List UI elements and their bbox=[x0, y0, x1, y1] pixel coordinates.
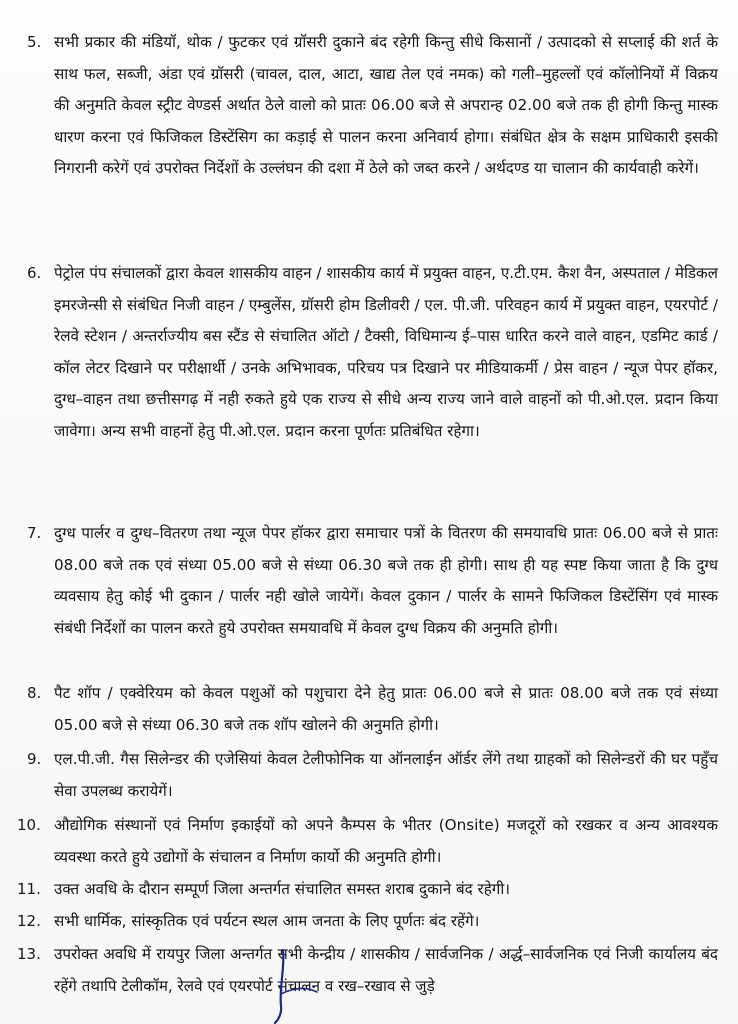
clause-text: उक्त अवधि के दौरान सम्पूर्ण जिला अन्तर्गत संचालित समस्त शराब दुकाने बंद रहेगी। bbox=[54, 880, 511, 898]
clause-text: उपरोक्त अवधि में रायपुर जिला अन्तर्गत सभी केन्द्रीय / शासकीय / सार्वजनिक / अर्द्ध–सार्वजनिक एवं निजी कार्यालय बंद रहेंगे तथापि टेलीकॉम, रेलवे एवं एयरपोर्ट संचालन व रख–रखाव से जुड़े bbox=[54, 945, 718, 995]
clause-number: 7. bbox=[27, 524, 42, 542]
clause-text: दुग्ध पार्लर व दुग्ध–वितरण तथा न्यूज पेपर हॉकर द्वारा समाचार पत्रों के वितरण की समयावधि प्रातः 06.00 बजे से प्रातः 08.00 बजे तक एवं संध्या 05.00 बजे से संध्या 06.30 बजे तक ही होगी। साथ ही यह स्पष्ट किया जाता है कि दुग्ध व्यवसाय हेतु कोई भी दुकान / पार्लर नही खोले जायेगें। केवल दुकान / पार्लर के सामने फिजिकल डिस्टेंसिंग एवं मास्क संबंधी निर्देशों का पालन करते हुये उपरोक्त समयावधि में केवल दुग्ध विक्रय की अनुमति होगी। bbox=[54, 524, 718, 637]
clause-number: 12. bbox=[17, 912, 41, 930]
clause-number: 5. bbox=[27, 33, 42, 51]
clause-text: सभी प्रकार की मंडियॉ, थोक / फुटकर एवं ग्रॉसरी दुकाने बंद रहेगी किन्तु सीधे किसानों / उत्पादको से सप्लाई की शर्त के साथ फल, सब्जी, अंडा एवं ग्रॉसरी (चावल, दाल, आटा, खाद्य तेल एवं नमक) को गली–मुहल्लों एवं कॉलोनियों में विक्रय की अनुमति केवल स्ट्रीट वेण्डर्स अर्थात ठेले वालो को प्रातः 06.00 बजे से अपरान्ह 02.00 बजे तक ही होगी किन्तु मास्क धारण करना एवं फिजिकल डिस्टेंसिग का कड़ाई से पालन करना अनिवार्य होगा। संबंधित क्षेत्र के सक्षम प्राधिकारी इसकी निगरानी करेगें एवं उपरोक्त निर्देशों के उल्लंघन की दशा में ठेले को जब्त करने / अर्थदण्ड या चालान की कार्यवाही करेगें। bbox=[54, 33, 718, 177]
clause-text: सभी धार्मिक, सांस्कृतिक एवं पर्यटन स्थल आम जनता के लिए पूर्णतः बंद रहेंगे। bbox=[54, 912, 480, 930]
clause-text: पेट्रोल पंप संचालकों द्वारा केवल शासकीय वाहन / शासकीय कार्य में प्रयुक्त वाहन, ए.टी.एम. कैश वैन, अस्पताल / मेडिकल इमरजेन्सी से संबंधित निजी वाहन / एम्बुलेंस, ग्रॉसरी होम डिलीवरी / एल. पी.जी. परिवहन कार्य में प्रयुक्त वाहन, एयरपोर्ट / रेलवे स्टेशन / अन्तर्राज्यीय बस स्टैंड से संचालित ऑटो / टैक्सी, विधिमान्य ई–पास धारित करने वाले वाहन, एडमिट कार्ड / कॉल लेटर दिखाने पर परीक्षार्थी / उनके अभिभावक, परिचय पत्र दिखाने पर मीडियाकर्मी / प्रेस वाहन / न्यूज पेपर हॉकर, दुग्ध–वाहन तथा छत्तीसगढ़ में नही रुकते हुये एक राज्य से सीधे अन्य राज्य जाने वाले वाहनों को पी.ओ.एल. प्रदान किया जावेगा। अन्य सभी वाहनों हेतु पी.ओ.एल. प्रदान करना पूर्णतः प्रतिबंधित रहेगा। bbox=[54, 264, 718, 440]
clause-text: एल.पी.जी. गैस सिलेन्डर की एजेसियां केवल टेलीफोनिक या ऑनलाईन ऑर्डर लेंगे तथा ग्राहकों को सिलेन्डरों की घर पहुँच सेवा उपलब्ध करायेगें। bbox=[54, 750, 718, 800]
clause-number: 9. bbox=[27, 750, 42, 768]
clause-number: 11. bbox=[17, 880, 41, 898]
clause-number: 10. bbox=[17, 816, 41, 834]
clause-number: 13. bbox=[17, 945, 41, 963]
clause-number: 6. bbox=[27, 264, 42, 282]
handwritten-ink-mark bbox=[245, 948, 335, 1024]
clause-number: 8. bbox=[27, 684, 42, 702]
clause-text: पैट शॉप / एक्वेरियम को केवल पशुओं को पशुचारा देने हेतु प्रातः 06.00 बजे से प्रातः 08.00 बजे तक एवं संध्या 05.00 बजे से संध्या 06.30 बजे तक शॉप खोलने की अनुमति होगी। bbox=[54, 684, 718, 734]
clause-text: औद्योगिक संस्थानों एवं निर्माण इकाईयों को अपने कैम्पस के भीतर (Onsite) मजदूरों को रखकर व अन्य आवश्यक व्यवस्था करते हुये उद्योगों के संचालन व निर्माण कार्यो की अनुमति होगी। bbox=[54, 816, 718, 866]
